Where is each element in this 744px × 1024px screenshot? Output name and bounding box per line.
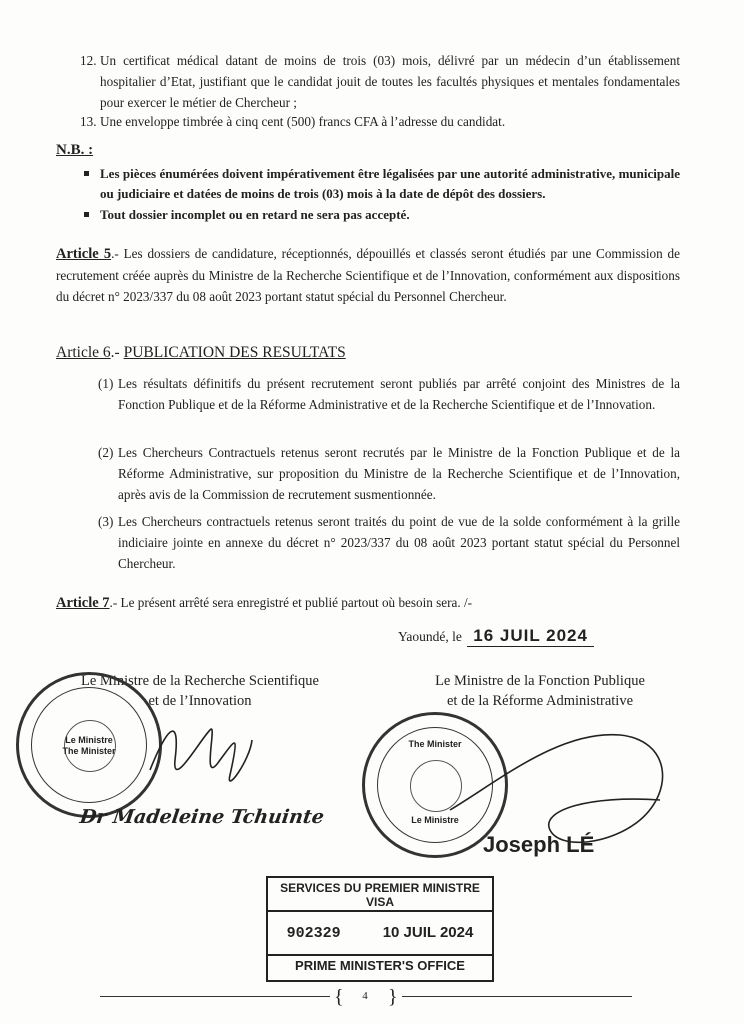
article-6-item-3: [98, 511, 680, 574]
signatory-left-name: Dr Madeleine Tchuinte: [78, 806, 326, 828]
signatory-right-name: Joseph LÉ: [483, 832, 595, 857]
article-6-sep: .-: [110, 344, 124, 361]
signatory-right-title: [380, 671, 700, 711]
article-6-heading: [56, 343, 346, 363]
seal-right-icon: The Minister Le Ministre: [362, 712, 508, 858]
list-item-13: [80, 111, 680, 132]
bracket-right-icon: }: [388, 986, 398, 1008]
footer-rule-right: [402, 996, 632, 997]
item-number: (3): [98, 514, 114, 529]
visa-number: 902329: [286, 925, 341, 942]
list-item-12: [80, 50, 680, 113]
item-text: Les résultats définitifs du présent recrutement seront publiés par arrêté conjoint des Ministres de la Fonction Publique et de la Réforme Administrative et de la Recherche Scientifique et de l’Innovation.: [118, 376, 680, 412]
article-5-text: .- Les dossiers de candidature, réceptionnés, dépouillés et classés seront étudiés par une Commission de recrutement créée auprès du Ministre de la Recherche Scientifique et de l’Innovation, conformément aux dispositions du décret n° 2023/337 du 08 août 2023 portant statut spécial du Personnel Chercheur.: [56, 246, 680, 304]
visa-header: [268, 878, 492, 912]
visa-line1: SERVICES DU PREMIER MINISTRE: [280, 881, 480, 895]
list-text: Une enveloppe timbrée à cinq cent (500) francs CFA à l’adresse du candidat.: [100, 114, 506, 129]
bullet-icon: [84, 171, 89, 176]
nb-bullet: [84, 164, 680, 204]
nb-bullet-text: Les pièces énumérées doivent impérativement être légalisées par une autorité administrative, municipale ou judiciaire et datées de moins de trois (03) mois à la date de dépôt des dossiers.: [100, 166, 680, 201]
place-date: [398, 626, 594, 647]
visa-date: 10 JUIL 2024: [382, 924, 474, 941]
article-5: [56, 243, 680, 307]
bullet-icon: [84, 212, 89, 217]
list-text: Un certificat médical datant de moins de trois (03) mois, délivré par un médecin d’un établissement hospitalier d’Etat, justifiant que le candidat jouit de toutes les facultés physiques et mentales fondamentales pour exercer le métier de Chercheur ;: [100, 53, 680, 110]
nb-label: N.B. :: [56, 142, 94, 158]
signatory-right-title-line2: et de la Réforme Administrative: [446, 693, 634, 709]
footer-rule-left: [100, 996, 330, 997]
visa-body: [268, 912, 492, 956]
signatory-right-title-line1: Le Ministre de la Fonction Publique: [435, 673, 645, 689]
article-6-label: Article 6: [56, 344, 111, 361]
nb-bullet: [84, 205, 680, 225]
signatory-left-title-line1: Le Ministre de la Recherche Scientifique: [81, 673, 319, 689]
article-7: [56, 592, 680, 614]
article-7-text: .- Le présent arrêté sera enregistré et publié partout où besoin sera. /-: [109, 595, 473, 610]
item-text: Les Chercheurs contractuels retenus seront traités du point de vue de la solde conformément à la grille indiciaire jointe en annexe du décret n° 2023/337 du 08 août 2023 portant statut spécial du Personnel Chercheur.: [118, 514, 680, 571]
visa-stamp: [266, 876, 494, 982]
nb-bullet-text: Tout dossier incomplet ou en retard ne sera pas accepté.: [100, 207, 410, 222]
visa-footer: PRIME MINISTER'S OFFICE: [295, 958, 465, 973]
list-number: 13.: [80, 114, 97, 129]
item-text: Les Chercheurs Contractuels retenus seront recrutés par le Ministre de la Fonction Publique et de la Réforme Administrative, sur proposition du Ministre de la Recherche Scientifique et de l’Innovation, après avis de la Commission de recrutement susmentionnée.: [118, 445, 680, 502]
date-stamp: 16 JUIL 2024: [467, 626, 594, 647]
signature-left-icon: [140, 700, 260, 810]
seal-left-icon: Le Ministre The Minister: [16, 672, 162, 818]
signatory-left-title-line2: et de l’Innovation: [148, 693, 252, 709]
place-label: Yaoundé, le: [398, 629, 462, 644]
article-6-item-2: [98, 442, 680, 505]
article-5-label: Article 5: [56, 246, 112, 262]
bracket-left-icon: {: [334, 986, 344, 1008]
article-6-title: PUBLICATION DES RESULTATS: [123, 344, 346, 361]
item-number: (2): [98, 445, 114, 460]
article-7-label: Article 7: [56, 595, 110, 611]
list-number: 12.: [80, 53, 97, 68]
item-number: (1): [98, 376, 114, 391]
article-6-item-1: [98, 373, 680, 415]
page-number: 4: [362, 990, 368, 1002]
visa-line2: VISA: [365, 895, 394, 909]
